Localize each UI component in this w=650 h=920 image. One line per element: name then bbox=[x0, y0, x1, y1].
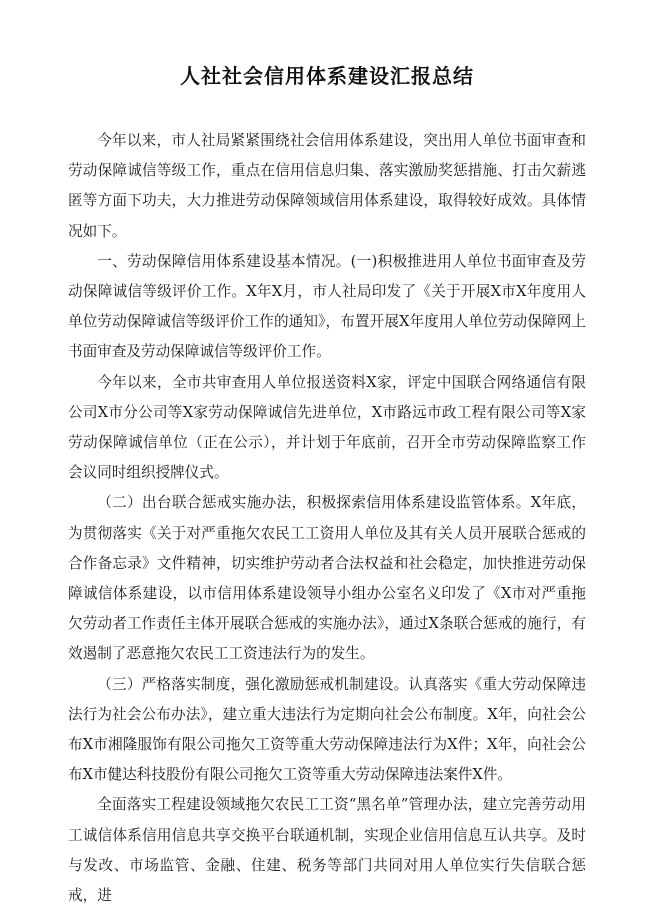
paragraph-joint-punishment: （二）出台联合惩戒实施办法，积极探索信用体系建设监管体系。X年底，为贯彻落实《关于对严重拖欠农民工工资用人单位及其有关人员开展联合惩戒的合作备忘录》文件精神，切实维护劳动者合法权益和社会稳定，加快推进劳动保障诚信体系建设，以市信用体系建设领导小组办公室名义印发了《X市对严重拖欠劳动者工作责任主体开展联合惩戒的实施办法》，通过X条联合惩戒的施行，有效遏制了恶意拖欠农民工工资违法行为的发生。 bbox=[68, 494, 586, 663]
paragraph-section-1: 一、劳动保障信用体系建设基本情况。(一)积极推进用人单位书面审查及劳动保障诚信等级评价工作。X年X月，市人社局印发了《关于开展X市X年度用人单位劳动保障诚信等级评价工作的通知》，布置开展X年度用人单位劳动保障网上书面审查及劳动保障诚信等级评价工作。 bbox=[68, 252, 586, 361]
document-title: 人社社会信用体系建设汇报总结 bbox=[180, 64, 474, 88]
paragraph-incentive-mechanism: （三）严格落实制度，强化激励惩戒机制建设。认真落实《重大劳动保障违法行为社会公布办法》，建立重大违法行为定期向社会公布制度。X年，向社会公布X市湘隆服饰有限公司拖欠工资等重大劳动保障违法行为X件；X年，向社会公布X市健达科技股份有限公司拖欠工资等重大劳动保障违法案件X件。 bbox=[68, 675, 586, 784]
paragraph-blacklist: 全面落实工程建设领域拖欠农民工工资“黑名单”管理办法，建立完善劳动用工诚信体系信用信息共享交换平台联通机制，实现企业信用信息互认共享。及时与发改、市场监管、金融、住建、税务等部门共同对用人单位实行失信联合惩戒，进 bbox=[68, 796, 586, 905]
paragraph-intro: 今年以来，市人社局紧紧围绕社会信用体系建设，突出用人单位书面审查和劳动保障诚信等级工作，重点在信用信息归集、落实激励奖惩措施、打击欠薪逃匿等方面下功夫，大力推进劳动保障领域信用体系建设，取得较好成效。具体情况如下。 bbox=[68, 132, 586, 240]
paragraph-review-results: 今年以来，全市共审查用人单位报送资料X家，评定中国联合网络通信有限公司X市分公司等X家劳动保障诚信先进单位，X市路远市政工程有限公司等X家劳动保障诚信单位（正在公示），并计划于年底前，召开全市劳动保障监察工作会议同时组织授牌仪式。 bbox=[68, 373, 586, 482]
